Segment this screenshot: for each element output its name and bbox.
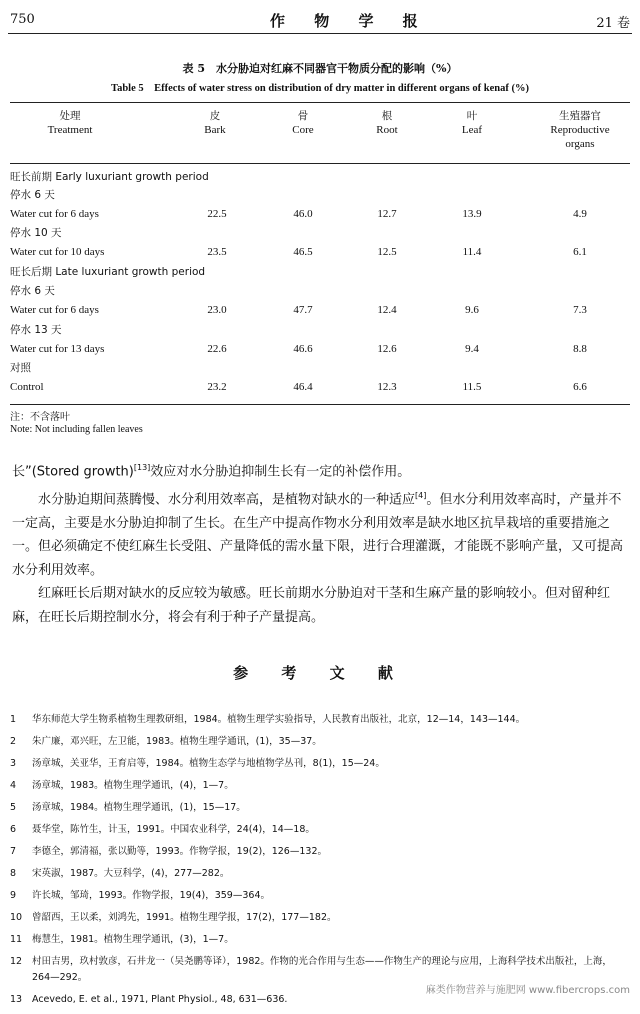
table-note-en: Note: Not including fallen leaves [10, 424, 143, 435]
reference-item: 5 汤章城，1984。植物生理学通讯，(1)，15—17。 [10, 802, 246, 813]
page-header [0, 0, 640, 40]
row-label: Water cut for 13 days [10, 343, 105, 355]
col-header-leaf: 叶 Leaf [461, 110, 483, 136]
reference-item: 2 朱广廉，邓兴旺，左卫能，1983。植物生理学通讯，(1)，35—37。 [10, 736, 322, 747]
col-header-bark: 皮 Bark [204, 110, 226, 136]
table-row [10, 243, 630, 261]
reference-item: 10 曾韶西，王以柔，刘鸿先，1991。植物生理学报，17(2)，177—182。 [10, 912, 337, 923]
cell-core: 46.5 [293, 246, 313, 258]
cell-bark: 23.2 [207, 381, 227, 393]
cell-core: 46.0 [293, 208, 313, 220]
row-label: Water cut for 6 days [10, 304, 99, 316]
table-row [10, 168, 630, 186]
row-label: 停水 6 天 [10, 285, 55, 297]
row-label: Water cut for 10 days [10, 246, 105, 258]
cell-leaf: 11.5 [462, 381, 482, 393]
table-row [10, 301, 630, 319]
cell-root: 12.5 [377, 246, 397, 258]
cell-leaf: 11.4 [462, 246, 482, 258]
row-label: 停水 13 天 [10, 324, 62, 336]
cell-core: 46.4 [293, 381, 313, 393]
row-label: 对照 [10, 362, 31, 374]
volume-label: 21 卷 [596, 16, 630, 31]
reference-item: 9 许长城，邹琦，1993。作物学报，19(4)，359—364。 [10, 890, 270, 901]
citation: [4] [415, 490, 427, 500]
table-caption-cn: 表 5 水分胁迫对红麻不同器官干物质分配的影响（%） [182, 62, 458, 75]
cell-bark: 22.5 [207, 208, 227, 220]
table-body [10, 164, 630, 404]
cell-bark: 23.5 [207, 246, 227, 258]
reference-item: 12 村田吉男，玖村敦彦，石井龙一（吴尧鹏等译），1982。作物的光合作用与生态——作物生产的理论与应用，上海科学技术出版社，上海，264—292。 [10, 956, 612, 983]
table-row [10, 359, 630, 377]
table-row [10, 224, 630, 242]
cell-reproductive: 4.9 [573, 208, 587, 220]
cell-reproductive: 6.6 [573, 381, 587, 393]
reference-item: 4 汤章城，1983。植物生理学通讯，(4)，1—7。 [10, 780, 234, 791]
row-label: 旺长后期 Late luxuriant growth period [10, 266, 206, 278]
cell-reproductive: 6.1 [573, 246, 587, 258]
table-row [10, 282, 630, 300]
table-row [10, 378, 630, 396]
cell-root: 12.7 [377, 208, 397, 220]
references-title: 参 考 文 献 [233, 664, 407, 682]
table-row [10, 186, 630, 204]
table-note-cn: 注：不含落叶 [10, 412, 70, 423]
cell-root: 12.3 [377, 381, 397, 393]
cell-root: 12.4 [377, 304, 397, 316]
cell-leaf: 9.6 [465, 304, 479, 316]
site-watermark: 麻类作物营养与施肥网 www.fibercrops.com [425, 985, 630, 996]
reference-item: 6 聂华堂，陈竹生，计玉，1991。中国农业科学，24(4)，14—18。 [10, 824, 315, 835]
references-list [10, 712, 630, 1014]
table-row [10, 321, 630, 339]
page-number: 750 [10, 12, 35, 27]
reference-item: 1 华东师范大学生物系植物生理教研组，1984。植物生理学实验指导，人民教育出版社，北京，12—14，143—144。 [10, 714, 526, 725]
row-label: 停水 10 天 [10, 227, 62, 239]
col-header-treatment: 处理 Treatment [47, 110, 93, 136]
cell-reproductive: 7.3 [573, 304, 587, 316]
data-table [10, 102, 630, 405]
cell-core: 46.6 [293, 343, 313, 355]
cell-bark: 23.0 [207, 304, 227, 316]
table-bottom-rule [10, 404, 630, 405]
row-label: Control [10, 381, 44, 393]
cell-leaf: 9.4 [465, 343, 479, 355]
cell-reproductive: 8.8 [573, 343, 587, 355]
table-row [10, 205, 630, 223]
col-header-reproductive: 生殖器官 Reproductive organs [550, 110, 610, 150]
reference-item: 13 Acevedo, E. et al., 1971, Plant Physiol., 48, 631—636. [10, 994, 288, 1005]
col-header-root: 根 Root [376, 110, 398, 136]
cell-leaf: 13.9 [462, 208, 482, 220]
table-row [10, 263, 630, 281]
paragraph: 红麻旺长后期对缺水的反应较为敏感。旺长前期水分胁迫对干茎和生麻产量的影响较小。但对留种红麻，在旺长后期控制水分，将会有利于种子产量提高。 [12, 586, 611, 625]
table-caption-en: Table 5 Effects of water stress on distribution of dry matter in different organs of kenaf (%) [111, 83, 529, 94]
table-row [10, 340, 630, 358]
journal-title: 作 物 学 报 [270, 12, 430, 30]
row-label: 停水 6 天 [10, 189, 55, 201]
row-label: 旺长前期 Early luxuriant growth period [10, 171, 209, 183]
paragraph: 长”(Stored growth)[13]效应对水分胁迫抑制生长有一定的补偿作用。 [12, 463, 411, 480]
reference-item: 8 宋英淑，1987。大豆科学，(4)，277—282。 [10, 868, 230, 879]
citation: [13] [133, 463, 151, 472]
paragraph: 水分胁迫期间蒸腾慢、水分利用效率高，是植物对缺水的一种适应[4]。但水分利用效率高时，产量并不一定高，主要是水分胁迫抑制了生长。在生产中提高作物水分利用效率是缺水地区抗旱栽培的重要措施之一。但必须确定不使红麻生长受阻、产量降低的需水量下限，进行合理灌溉，才能既不影响产量，又可提高水分利用效率。 [12, 490, 624, 578]
reference-item: 3 汤章城，关亚华，王育启等，1984。植物生态学与地植物学丛刊，8(1)，15—24。 [10, 758, 385, 769]
cell-core: 47.7 [293, 304, 313, 316]
cell-bark: 22.6 [207, 343, 227, 355]
table-header [10, 103, 630, 161]
cell-root: 12.6 [377, 343, 397, 355]
row-label: Water cut for 6 days [10, 208, 99, 220]
reference-item: 7 李德全，郭清福，张以勤等，1993。作物学报，19(2)，126—132。 [10, 846, 327, 857]
reference-item: 11 梅慧生，1981。植物生理学通讯，(3)，1—7。 [10, 934, 234, 945]
col-header-core: 骨 Core [292, 110, 314, 136]
header-rule [8, 33, 632, 34]
body-text [12, 456, 632, 629]
